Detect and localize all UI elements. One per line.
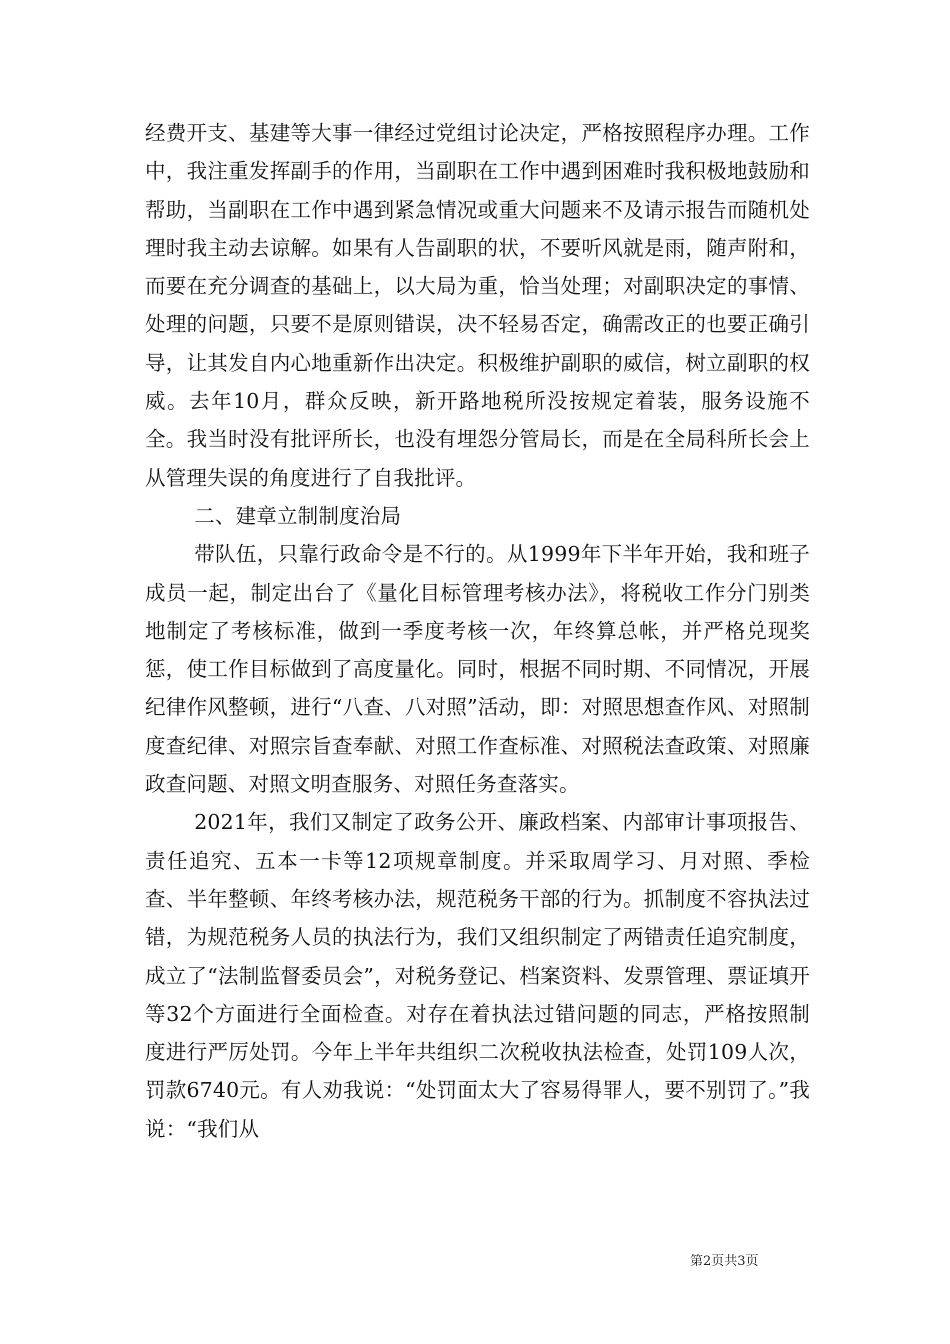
paragraph-regulations: 2021年，我们又制定了政务公开、廉政档案、内部审计事项报告、责任追究、五本一卡等12项规章制度。并采取周学习、月对照、季检查、半年整顿、年终考核办法，规范税务干部的行为。抓制度不容执法过错，为规范税务人员的执法行为，我们又组织制定了两错责任追究制度，成立了“法制监督委员会”，对税务登记、档案资料、发票管理、票证填开等32个方面进行全面检查。对存在着执法过错问题的同志，严格按照制度进行严厉处罚。今年上半年共组织二次税收执法检查，处罚109人次，罚款6740元。有人劝我说：“处罚面太大了容易得罪人，要不别罚了。”我说：“我们从: [145, 810, 810, 1141]
page-number-footer: 第2页共3页: [690, 1254, 759, 1269]
section-heading: 二、建章立制制度治局: [194, 503, 402, 528]
paragraph-team-management: 带队伍，只靠行政命令是不行的。从1999年下半年开始，我和班子成员一起，制定出台了《量化目标管理考核办法》，将税收工作分门别类地制定了考核标准，做到一季度考核一次，年终算总帐，并严格兑现奖惩，使工作目标做到了高度量化。同时，根据不同时期、不同情况，开展纪律作风整顿，进行“八查、八对照”活动，即：对照思想查作风、对照制度查纪律、对照宗旨查奉献、对照工作查标准、对照税法查政策、对照廉政查问题、对照文明查服务、对照任务查落实。: [145, 542, 810, 797]
paragraph-continuation: 经费开支、基建等大事一律经过党组讨论决定，严格按照程序办理。工作中，我注重发挥副手的作用，当副职在工作中遇到困难时我积极地鼓励和帮助，当副职在工作中遇到紧急情况或重大问题来不及请示报告而随机处理时我主动去谅解。如果有人告副职的状，不要听风就是雨，随声附和，而要在充分调查的基础上，以大局为重，恰当处理；对副职决定的事情、处理的问题，只要不是原则错误，决不轻易否定，确需改正的也要正确引导，让其发自内心地重新作出决定。积极维护副职的威信，树立副职的权威。去年10月，群众反映，新开路地税所没按规定着装，服务设施不全。我当时没有批评所长，也没有埋怨分管局长，而是在全局科所长会上从管理失误的角度进行了自我批评。: [145, 121, 810, 490]
document-body: [145, 114, 810, 1148]
